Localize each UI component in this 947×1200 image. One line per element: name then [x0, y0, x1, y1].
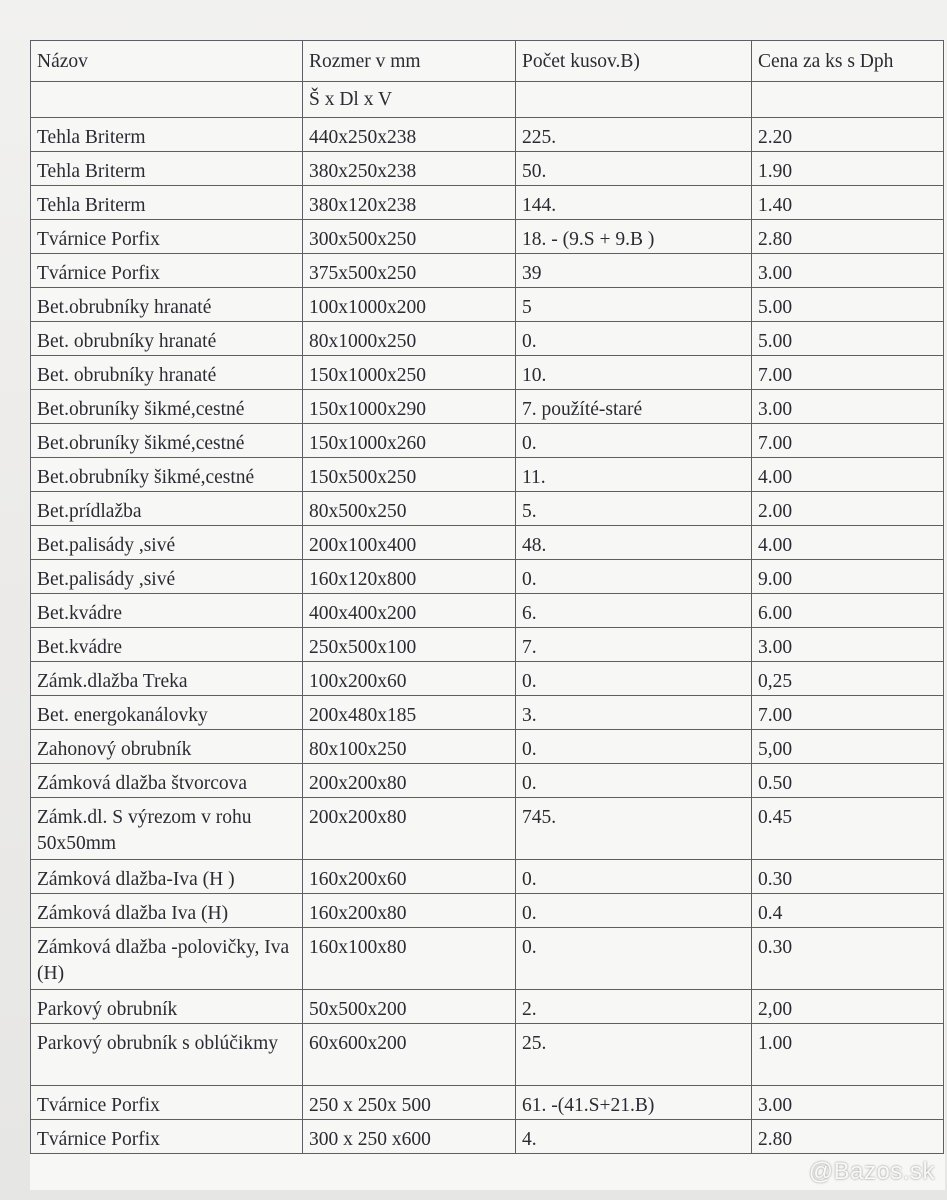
table-row	[31, 288, 944, 322]
price-table	[30, 40, 944, 1154]
cell-size: 380x120x238	[303, 186, 516, 220]
cell-name: Parkový obrubník s oblúčikmy	[31, 1024, 303, 1086]
cell-size: 150x1000x250	[303, 356, 516, 390]
cell-count: 225.	[516, 118, 752, 152]
cell-count: 0.	[516, 424, 752, 458]
cell-name: Zámk.dl. S výrezom v rohu 50x50mm	[31, 798, 303, 860]
table-row	[31, 860, 944, 894]
cell-price: 5.00	[752, 288, 944, 322]
table-row	[31, 492, 944, 526]
subheader-count	[516, 82, 752, 118]
cell-count: 0.	[516, 860, 752, 894]
cell-count: 0.	[516, 764, 752, 798]
table-row	[31, 730, 944, 764]
cell-price: 2.80	[752, 220, 944, 254]
cell-name: Bet.palisády ,sivé	[31, 526, 303, 560]
cell-name: Bet.obruníky šikmé,cestné	[31, 424, 303, 458]
cell-name: Tehla Briterm	[31, 186, 303, 220]
cell-name: Bet.obrubníky hranaté	[31, 288, 303, 322]
table-body	[31, 118, 944, 1154]
cell-price: 2.80	[752, 1120, 944, 1154]
cell-price: 5.00	[752, 322, 944, 356]
cell-price: 0.45	[752, 798, 944, 860]
cell-name: Bet. obrubníky hranaté	[31, 322, 303, 356]
cell-size: 80x100x250	[303, 730, 516, 764]
subheader-price	[752, 82, 944, 118]
table-row	[31, 1024, 944, 1086]
cell-name: Zámk.dlažba Treka	[31, 662, 303, 696]
cell-price: 0.4	[752, 894, 944, 928]
cell-name: Tvárnice Porfix	[31, 1120, 303, 1154]
cell-count: 18. - (9.S + 9.B )	[516, 220, 752, 254]
cell-name: Zámková dlažba-Iva (H )	[31, 860, 303, 894]
cell-size: 100x200x60	[303, 662, 516, 696]
cell-size: 200x200x80	[303, 798, 516, 860]
cell-price: 7.00	[752, 356, 944, 390]
cell-price: 1.40	[752, 186, 944, 220]
cell-size: 160x100x80	[303, 928, 516, 990]
cell-count: 11.	[516, 458, 752, 492]
cell-name: Zahonový obrubník	[31, 730, 303, 764]
cell-name: Parkový obrubník	[31, 990, 303, 1024]
subheader-size: Š x Dl x V	[303, 82, 516, 118]
cell-size: 160x200x60	[303, 860, 516, 894]
cell-price: 4.00	[752, 526, 944, 560]
table-row	[31, 152, 944, 186]
cell-size: 150x500x250	[303, 458, 516, 492]
table-row	[31, 628, 944, 662]
cell-price: 5,00	[752, 730, 944, 764]
cell-name: Bet.kvádre	[31, 594, 303, 628]
cell-count: 0.	[516, 662, 752, 696]
table-row	[31, 356, 944, 390]
cell-size: 250 x 250x 500	[303, 1086, 516, 1120]
table-row	[31, 662, 944, 696]
table-row	[31, 254, 944, 288]
cell-name: Zámková dlažba štvorcova	[31, 764, 303, 798]
cell-size: 400x400x200	[303, 594, 516, 628]
cell-count: 745.	[516, 798, 752, 860]
cell-price: 0.50	[752, 764, 944, 798]
cell-count: 4.	[516, 1120, 752, 1154]
cell-count: 2.	[516, 990, 752, 1024]
table-row	[31, 424, 944, 458]
cell-price: 4.00	[752, 458, 944, 492]
cell-size: 300x500x250	[303, 220, 516, 254]
table-row	[31, 458, 944, 492]
cell-name: Bet.obruníky šikmé,cestné	[31, 390, 303, 424]
cell-size: 440x250x238	[303, 118, 516, 152]
cell-count: 7. použíté-staré	[516, 390, 752, 424]
header-price: Cena za ks s Dph	[752, 41, 944, 82]
cell-price: 2.20	[752, 118, 944, 152]
cell-size: 80x500x250	[303, 492, 516, 526]
cell-size: 300 x 250 x600	[303, 1120, 516, 1154]
cell-count: 0.	[516, 928, 752, 990]
cell-price: 7.00	[752, 424, 944, 458]
table-row	[31, 1086, 944, 1120]
cell-name: Tehla Briterm	[31, 118, 303, 152]
cell-price: 6.00	[752, 594, 944, 628]
header-row	[31, 41, 944, 82]
header-name: Názov	[31, 41, 303, 82]
table-row	[31, 696, 944, 730]
cell-size: 150x1000x260	[303, 424, 516, 458]
cell-size: 160x120x800	[303, 560, 516, 594]
cell-size: 160x200x80	[303, 894, 516, 928]
cell-name: Tvárnice Porfix	[31, 1086, 303, 1120]
cell-name: Bet. obrubníky hranaté	[31, 356, 303, 390]
table-row	[31, 764, 944, 798]
cell-price: 3.00	[752, 1086, 944, 1120]
cell-name: Tehla Briterm	[31, 152, 303, 186]
cell-price: 1.00	[752, 1024, 944, 1086]
cell-price: 3.00	[752, 628, 944, 662]
cell-size: 250x500x100	[303, 628, 516, 662]
cell-price: 2.00	[752, 492, 944, 526]
table-row	[31, 928, 944, 990]
cell-name: Bet.prídlažba	[31, 492, 303, 526]
cell-price: 1.90	[752, 152, 944, 186]
cell-size: 100x1000x200	[303, 288, 516, 322]
table-row	[31, 1120, 944, 1154]
cell-price: 0.30	[752, 928, 944, 990]
cell-price: 0,25	[752, 662, 944, 696]
table-row	[31, 118, 944, 152]
cell-price: 9.00	[752, 560, 944, 594]
table-row	[31, 186, 944, 220]
bazos-watermark: @Bazos.sk	[808, 1158, 935, 1185]
header-size: Rozmer v mm	[303, 41, 516, 82]
subheader-row	[31, 82, 944, 118]
cell-name: Bet.kvádre	[31, 628, 303, 662]
table-row	[31, 894, 944, 928]
cell-count: 61. -(41.S+21.B)	[516, 1086, 752, 1120]
cell-price: 0.30	[752, 860, 944, 894]
table-row	[31, 322, 944, 356]
cell-name: Bet.obrubníky šikmé,cestné	[31, 458, 303, 492]
cell-count: 48.	[516, 526, 752, 560]
cell-price: 2,00	[752, 990, 944, 1024]
table-row	[31, 798, 944, 860]
cell-price: 3.00	[752, 254, 944, 288]
table-row	[31, 560, 944, 594]
cell-size: 80x1000x250	[303, 322, 516, 356]
cell-size: 380x250x238	[303, 152, 516, 186]
cell-count: 39	[516, 254, 752, 288]
cell-price: 3.00	[752, 390, 944, 424]
cell-count: 25.	[516, 1024, 752, 1086]
table-row	[31, 594, 944, 628]
cell-name: Tvárnice Porfix	[31, 254, 303, 288]
cell-count: 0.	[516, 322, 752, 356]
cell-count: 5	[516, 288, 752, 322]
subheader-name	[31, 82, 303, 118]
cell-count: 144.	[516, 186, 752, 220]
cell-size: 200x480x185	[303, 696, 516, 730]
table-row	[31, 390, 944, 424]
cell-count: 7.	[516, 628, 752, 662]
cell-count: 0.	[516, 730, 752, 764]
cell-name: Zámková dlažba -polovičky, Iva (H)	[31, 928, 303, 990]
cell-name: Bet. energokanálovky	[31, 696, 303, 730]
cell-size: 200x200x80	[303, 764, 516, 798]
header-count: Počet kusov.B)	[516, 41, 752, 82]
cell-size: 150x1000x290	[303, 390, 516, 424]
cell-size: 60x600x200	[303, 1024, 516, 1086]
cell-size: 50x500x200	[303, 990, 516, 1024]
cell-count: 5.	[516, 492, 752, 526]
table-row	[31, 990, 944, 1024]
cell-count: 0.	[516, 560, 752, 594]
table-row	[31, 220, 944, 254]
cell-name: Tvárnice Porfix	[31, 220, 303, 254]
cell-count: 0.	[516, 894, 752, 928]
cell-price: 7.00	[752, 696, 944, 730]
cell-count: 10.	[516, 356, 752, 390]
cell-name: Bet.palisády ,sivé	[31, 560, 303, 594]
cell-size: 375x500x250	[303, 254, 516, 288]
cell-count: 50.	[516, 152, 752, 186]
cell-count: 3.	[516, 696, 752, 730]
cell-name: Zámková dlažba Iva (H)	[31, 894, 303, 928]
cell-size: 200x100x400	[303, 526, 516, 560]
cell-count: 6.	[516, 594, 752, 628]
table-row	[31, 526, 944, 560]
